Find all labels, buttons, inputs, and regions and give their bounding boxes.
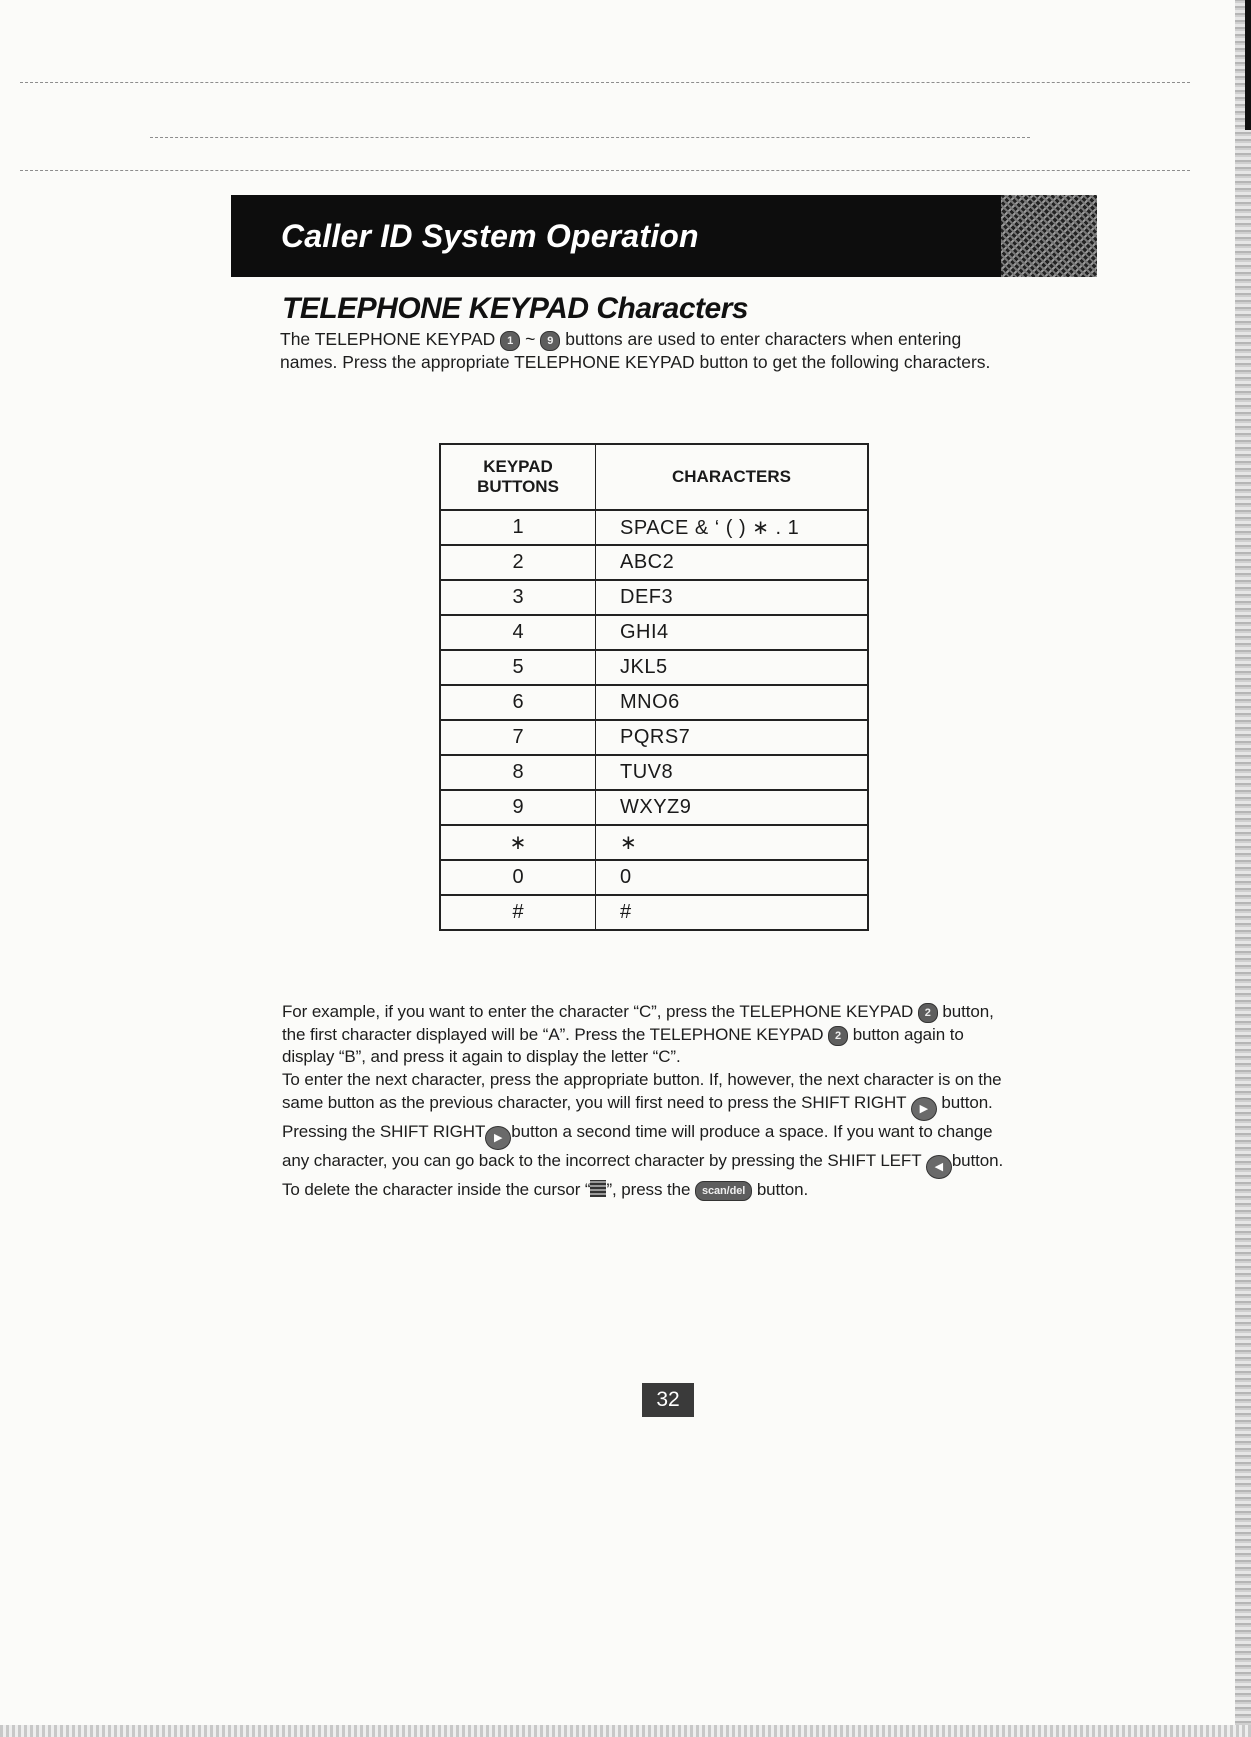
keypad-characters-table — [439, 443, 869, 931]
characters-cell: SPACE & ‘ ( ) ∗ . 1 — [596, 510, 869, 545]
characters-cell: ABC2 — [596, 545, 869, 580]
keypad-1-button-icon: 1 — [500, 331, 520, 351]
scan-edge-right — [1235, 0, 1251, 1737]
cursor-block-icon — [590, 1180, 606, 1197]
keypad-2-button-icon: 2 — [828, 1026, 848, 1046]
shift-left-icon: ◀ — [926, 1155, 952, 1179]
keypad-9-button-icon: 9 — [540, 331, 560, 351]
section-header-bar — [231, 195, 1097, 277]
example-text-7: button. To delete the character inside the cursor “ — [282, 1150, 1004, 1199]
scan-del-button-icon: scan/del — [695, 1181, 752, 1201]
characters-cell: # — [596, 895, 869, 930]
characters-cell: GHI4 — [596, 615, 869, 650]
example-text-9: button. — [756, 1179, 809, 1199]
intro-text-b: buttons are used to enter characters when entering names. Press the appropriate TELEPHONE KEYPAD button to get the following characters. — [280, 329, 991, 372]
keypad-button-cell: 2 — [440, 545, 596, 580]
table-row — [440, 895, 868, 930]
section-title: TELEPHONE KEYPAD Characters — [282, 292, 749, 325]
scan-artifact-line — [20, 170, 1190, 172]
page-number: 32 — [642, 1383, 694, 1417]
keypad-button-cell: 9 — [440, 790, 596, 825]
example-paragraph — [282, 1001, 1010, 1202]
table-header-row — [440, 444, 868, 510]
table-row — [440, 825, 868, 860]
characters-cell: DEF3 — [596, 580, 869, 615]
characters-cell: WXYZ9 — [596, 790, 869, 825]
table-row — [440, 510, 868, 545]
characters-cell: JKL5 — [596, 650, 869, 685]
example-text-1: For example, if you want to enter the character “C”, press the TELEPHONE KEYPAD — [282, 1002, 914, 1021]
table-row — [440, 685, 868, 720]
column-header-keypad-buttons: KEYPAD BUTTONS — [440, 444, 596, 510]
characters-cell: TUV8 — [596, 755, 869, 790]
keypad-button-cell: 6 — [440, 685, 596, 720]
keypad-button-cell: 0 — [440, 860, 596, 895]
table-row — [440, 720, 868, 755]
range-separator: ~ — [525, 329, 536, 349]
example-text-4: To enter the next character, press the appropriate button. If, however, the next character is on the same button as the previous character, you will first need to press the SHIFT RIGHT — [282, 1070, 1002, 1112]
example-text-5: button. Pressing the SHIFT RIGHT — [282, 1092, 993, 1141]
example-text-6: button a second time will produce a space. If you want to change any character, you can go back to the incorrect character by pressing the SHIFT LEFT — [282, 1121, 993, 1170]
example-text-3: button again to display “B”, and press it again to display the letter “C”. — [282, 1024, 964, 1067]
example-text-8: ”, press the — [606, 1179, 691, 1199]
scan-edge-bottom — [0, 1725, 1251, 1737]
keypad-2-button-icon: 2 — [918, 1003, 938, 1023]
keypad-button-cell: 8 — [440, 755, 596, 790]
page-header-title: Caller ID System Operation — [281, 217, 699, 254]
keypad-button-cell: # — [440, 895, 596, 930]
table-row — [440, 580, 868, 615]
header-texture-pattern — [1001, 195, 1097, 277]
intro-paragraph — [280, 328, 1005, 374]
characters-cell: MNO6 — [596, 685, 869, 720]
characters-cell: PQRS7 — [596, 720, 869, 755]
keypad-button-cell: 7 — [440, 720, 596, 755]
table-row — [440, 860, 868, 895]
shift-right-icon: ▶ — [911, 1097, 937, 1121]
table-row — [440, 650, 868, 685]
table-row — [440, 790, 868, 825]
scan-artifact-line — [20, 82, 1190, 84]
column-header-characters: CHARACTERS — [596, 444, 869, 510]
table-row — [440, 755, 868, 790]
table-row — [440, 545, 868, 580]
keypad-button-cell: ∗ — [440, 825, 596, 860]
keypad-button-cell: 3 — [440, 580, 596, 615]
scan-artifact-line — [150, 137, 1030, 139]
table-row — [440, 615, 868, 650]
characters-cell: 0 — [596, 860, 869, 895]
keypad-button-cell: 5 — [440, 650, 596, 685]
example-text-2: button, the first character displayed will be “A”. Press the TELEPHONE KEYPAD — [282, 1002, 994, 1044]
intro-text-a: The TELEPHONE KEYPAD — [280, 329, 496, 349]
keypad-button-cell: 1 — [440, 510, 596, 545]
characters-cell: ∗ — [596, 825, 869, 860]
keypad-button-cell: 4 — [440, 615, 596, 650]
shift-right-icon: ▶ — [485, 1126, 511, 1150]
